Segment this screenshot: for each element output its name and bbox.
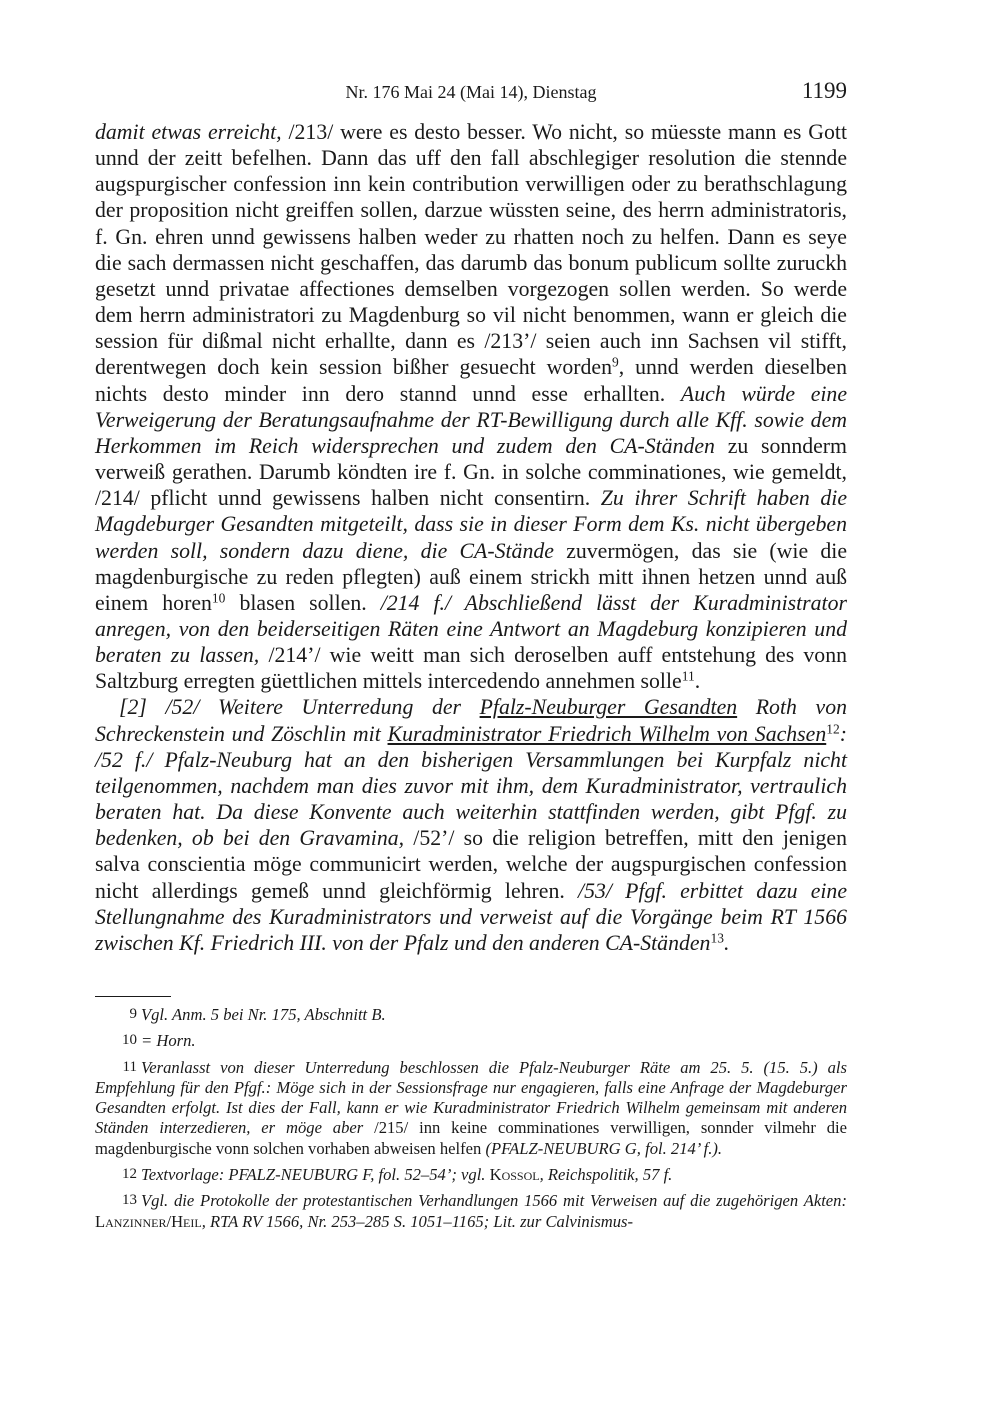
- footnote-source-text: /215/ inn keine comminationes verwilligen, sonnder vilmehr die magdenburgische vonn solchen vorhaben abweisen helfen: [95, 1118, 847, 1158]
- editorial-text: .: [723, 930, 730, 955]
- source-text: blasen sollen.: [225, 590, 381, 615]
- source-text: /52’/ so die religion betreffen, mitt den jenigen salva conscientia möge communicirt werden, welche der augspurgischen confession nicht allerdings gemeß unnd gleichförmig lehren.: [95, 826, 847, 903]
- paragraph-2: [95, 694, 847, 956]
- editorial-text: : /52 f./ Pfalz-Neuburg hat an den bisherigen Versammlungen bei Kurpfalz nicht teilgenommen, nachdem man dies zuvor mit ihm, dem Kuradministrator, vertraulich beraten hat. Da diese Konvente auch weiterhin stattfinden werden, gibt Pfgf. zu bedenken, ob bei den Gravamina,: [95, 721, 847, 851]
- editorial-text: damit etwas erreicht,: [95, 120, 282, 144]
- footnote-number: 10: [122, 1032, 137, 1049]
- editorial-text: /214 f./ Abschließend lässt der Kuradministrator anregen, von den beiderseitigen Räten eine Antwort an Magdeburg konzipieren und beraten zu lassen,: [95, 590, 847, 668]
- underlined-name: Pfalz-Neuburger Gesandten: [479, 695, 738, 720]
- footnote-text: = Horn.: [141, 1031, 196, 1051]
- source-text: , unnd werden dieselben nichts desto minder inn dero stannd unnd esse erhallten.: [95, 355, 847, 406]
- editorial-text: Zu ihrer Schrift haben die Magdeburger Gesandten mitgeteilt, dass sie in dieser Form dem Ks. nicht übergeben werden soll, sondern dazu diene, die CA-Stände: [95, 486, 848, 563]
- footnote-10: [95, 1030, 847, 1051]
- running-title: Nr. 176 Mai 24 (Mai 14), Dienstag: [345, 82, 597, 102]
- page-header: [95, 80, 847, 108]
- footnote-text: Vgl. Anm. 5 bei Nr. 175, Abschnitt B.: [141, 1005, 386, 1024]
- main-text: [95, 119, 847, 956]
- footnote-ref-12[interactable]: 12: [826, 721, 840, 737]
- editorial-text: Auch würde eine Verweigerung der Beratungsaufnahme der RT-Bewilligung durch alle Kff. sowie dem Herkommen im Reich widersprechen und zudem den CA-Ständen: [95, 381, 848, 458]
- footnote-13: [95, 1190, 847, 1232]
- source-text: zu sonnderm verweiß gerathen. Darumb köndten ire f. Gn. in solche comminationes, wie gemeldt, /214/ pflicht unnd gewissens halben nicht consentirn.: [95, 433, 847, 511]
- source-text: /214’/ wie weitt man sich deroselben auff entstehung des vonn Saltzburg erregten güettlichen mittels intercedendo annehmen solle: [95, 643, 847, 694]
- source-text: zuvermögen, das sie (wie die magdenburgische zu reden pflegten) auß einem strickh mitt ihnen hetzen unnd auß einem horen: [95, 538, 847, 615]
- footnote-ref-11[interactable]: 11: [681, 668, 695, 684]
- footnote-text: , Reichspolitik, 57 f.: [539, 1165, 673, 1185]
- paragraph-1: [95, 119, 847, 694]
- footnote-11: [95, 1057, 847, 1159]
- footnote-number: 12: [122, 1166, 137, 1183]
- footnote-text: Veranlasst von dieser Unterredung beschlossen die Pfalz-Neuburger Räte am 25. 5. (15. 5.) als Empfehlung für den Pfgf.: Möge sich in der Sessionsfrage nur engagieren, falls eine Anfrage der Magdeburger Gesandten erfolgt. Ist dies der Fall, kann er wie Kuradministrator Friedrich Wilhelm gemeinsam mit anderen Ständen interzedieren, er möge aber: [95, 1057, 847, 1138]
- source-text: .: [694, 669, 701, 694]
- footnote-number: 13: [122, 1192, 137, 1209]
- footnotes: [95, 1004, 847, 1237]
- footnote-9: [95, 1004, 847, 1025]
- underlined-name: Kuradministrator Friedrich Wilhelm von Sachsen: [387, 721, 827, 746]
- editorial-text: Roth von Schreckenstein und Zöschlin mit: [95, 695, 847, 746]
- footnote-number: 9: [129, 1006, 137, 1022]
- footnote-text: Vgl. die Protokolle der protestantischen Verhandlungen 1566 mit Verweisen auf die zugehörigen Akten:: [141, 1191, 847, 1211]
- footnote-text: , RTA RV 1566, Nr. 253–285 S. 1051–1165; Lit. zur Calvinismus-: [201, 1211, 634, 1231]
- footnote-text: (PFALZ-NEUBURG G, fol. 214’ f.).: [485, 1138, 723, 1158]
- page-number: 1199: [801, 78, 847, 103]
- author-name: Kossol: [485, 1165, 540, 1185]
- author-name: Lanzinner/Heil: [95, 1211, 202, 1231]
- footnote-ref-13[interactable]: 13: [710, 930, 724, 946]
- footnote-ref-9[interactable]: 9: [612, 354, 619, 370]
- footnote-ref-10[interactable]: 10: [211, 590, 226, 606]
- footnote-separator: [95, 996, 171, 997]
- footnote-number: 11: [122, 1058, 137, 1075]
- footnote-12: [95, 1164, 847, 1185]
- source-text: /213/ were es desto besser. Wo nicht, so müesste mann es Gott unnd der zeitt befelhen. Dann das uff den fall abschlegiger resolution die stennde augspurgischer confession inn kein contribution verwilligen oder zu berathschlagung der proposition nicht greiffen sollen, darzue wüssten seine, des herrn administratoris, f. Gn. ehren unnd gewissens halben weder zu rhatten noch zu helfen. Dann es seye die sach dermassen nicht geschaffen, das darumb das bonum publicum sollte zuruckh gesetzt unnd privatae affectiones demselben vorgezogen sollen werden. So werde dem herrn administratori zu Magdenburg so vil nicht benommen, wann er gleich die session für dißmal nicht erhallte, dann es /213’/ seien auch inn Sachsen vil stifft, derentwegen doch kein session bißher gesuecht worden: [95, 120, 848, 380]
- footnote-text: Textvorlage: PFALZ-NEUBURG F, fol. 52–54’; vgl.: [141, 1165, 486, 1185]
- editorial-text: /53/ Pfgf. erbittet dazu eine Stellungnahme des Kuradministrators und verweist auf die Vorgänge beim RT 1566 zwischen Kf. Friedrich III. von der Pfalz und den anderen CA-Ständen: [95, 878, 847, 955]
- editorial-text: [2] /52/ Weitere Unterredung der: [119, 695, 480, 720]
